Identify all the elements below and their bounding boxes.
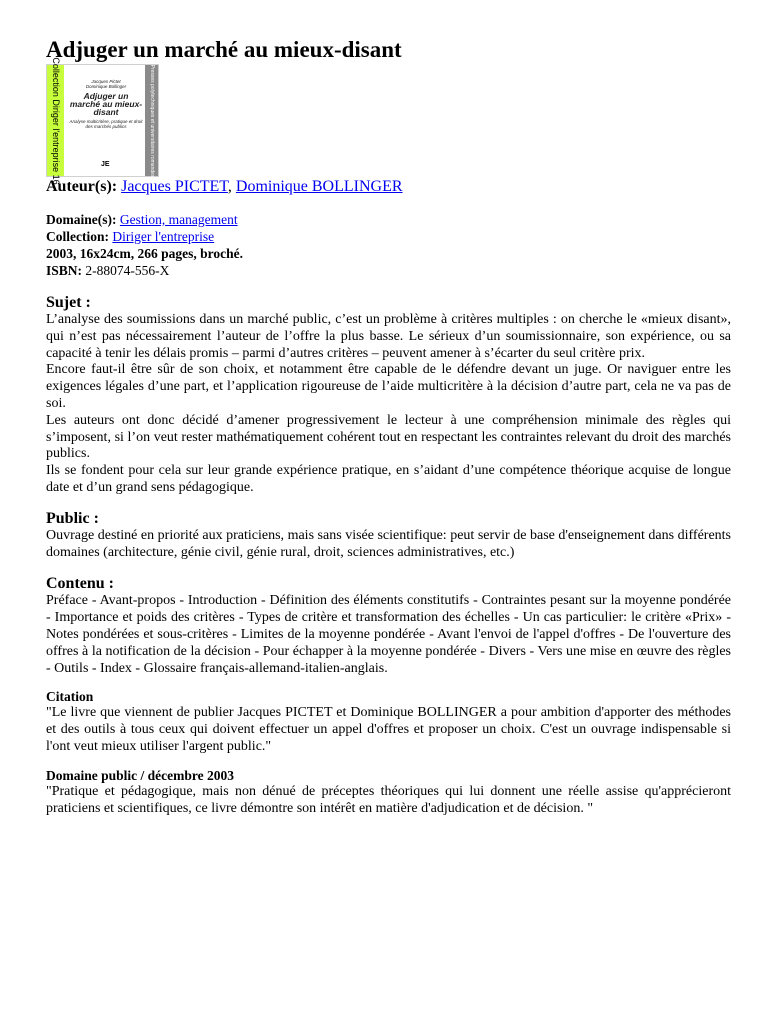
public-text: Ouvrage destiné en priorité aux praticiens, mais sans visée scientifique: peut servir de base d'enseignement dans différents domaines (architecture, génie civil, génie rural, droit, sciences administratives, etc.) [46,527,731,560]
public-heading: Public : [46,509,99,527]
sujet-heading: Sujet : [46,294,91,311]
meta-domain-row [46,211,731,228]
book-cover-image [46,56,159,185]
cover-right-spine [145,65,158,176]
domain-link[interactable]: Gestion, management [119,212,238,227]
citation-heading: Citation [46,689,94,705]
cover-authors: Jacques Pictet Dominique Bollinger [85,79,127,89]
contenu-text: Préface - Avant-propos - Introduction - Définition des éléments constitutifs - Contraintes pesant sur la moyenne pondérée - Importance et poids des critères - Types de critère et transformation des échelles - Un cas particulier: le critère «Prix» - Notes pondérées et sous-critères - Limites de la moyenne pondérée - Avant l'envoi de l'appel d'offres - De l'ouverture des offres à la notification de la décision - Pour échapper à la moyenne pondérée - Divers - Vers une mise en œuvre des règles - Outils - Index - Glossaire français-allemand-italien-anglais. [46,593,731,676]
sujet-paragraph: L’analyse des soumissions dans un marché public, c’est un problème à critères multiples : on cherche le «mieux disant», qui n’est pas nécessairement l’auteur de l’offre la plus basse. Le sérieux d’un soumissionnaire, son expérience, ou sa capacité à tenir les délais promis – parmi d’autres critères – peuvent amener à s’écarter du seul critère prix. [46,312,731,361]
authors-line [46,177,731,197]
cover-front [69,79,143,129]
isbn-label: ISBN: [46,263,83,278]
sujet-paragraph: Ils se fondent pour cela sur leur grande expérience pratique, en s’aidant d’une compétence théorique acquise de longue date et d’un grand sens pédagogique. [46,463,731,495]
cover-spine-text: Collection Diriger l'entreprise 16 [50,56,61,185]
sujet-paragraph: Les auteurs ont donc décidé d’amener progressivement le lecteur à une compréhension minimale des règles qui s’imposent, si l’on veut rester mathématiquement cohérent tout en respectant les contraintes relevant du droit des marchés publics. [46,412,731,462]
meta-collection-row [46,228,731,245]
collection-label: Collection: [46,229,109,244]
isbn-value: 2-88074-556-X [85,263,170,278]
contenu-heading: Contenu : [46,575,115,593]
page [46,36,731,817]
citation-text: "Le livre que viennent de publier Jacques PICTET et Dominique BOLLINGER a pour ambition d'apporter des méthodes et des outils à tous ceux qui doivent effectuer un appel d'offres et proposer un choix. C'est un ouvrage indispensable si l'ont veut mieux utiliser l'argent public." [46,705,731,754]
review-heading: Domaine public / décembre 2003 [46,767,234,783]
cover-spine [47,56,64,185]
publisher-logo: JE [101,161,110,168]
meta-edition-row [46,245,731,262]
author-link-bollinger[interactable]: Dominique BOLLINGER [235,178,403,195]
review-text: "Pratique et pédagogique, mais non dénué de préceptes théoriques qui lui donnent une réelle assise qu'apprécieront praticiens et scientifiques, ce livre démontre son intérêt en matière d'adjudication et de décision. " [46,783,731,816]
edition-text: 2003, 16x24cm, 266 pages, broché. [46,246,243,261]
page-title: Adjuger un marché au mieux-disant [46,37,402,62]
meta-isbn-row [46,262,731,279]
domain-label: Domaine(s): [46,212,117,227]
authors-label: Auteur(s): [46,178,118,195]
authors-separator: , [227,178,236,195]
collection-link[interactable]: Diriger l'entreprise [112,229,215,244]
cover-title: Adjuger un marché au mieux-disant [69,91,143,117]
cover-subtitle: Analyse multicritère, pratique et droit des marchés publics [69,119,143,129]
book-meta [46,211,731,279]
author-link-pictet[interactable]: Jacques PICTET [121,178,228,195]
cover-right-spine-text: Presses polytechniques et universitaires romandes [148,64,155,177]
sujet-paragraph: Encore faut-il être sûr de son choix, et notamment être capable de le défendre devant un juge. Or naviguer entre les exigences légales d’une part, et l’application rigoureuse de l’aide multicritère à la décision d’autre part, cela ne va pas de soi. [46,362,731,411]
